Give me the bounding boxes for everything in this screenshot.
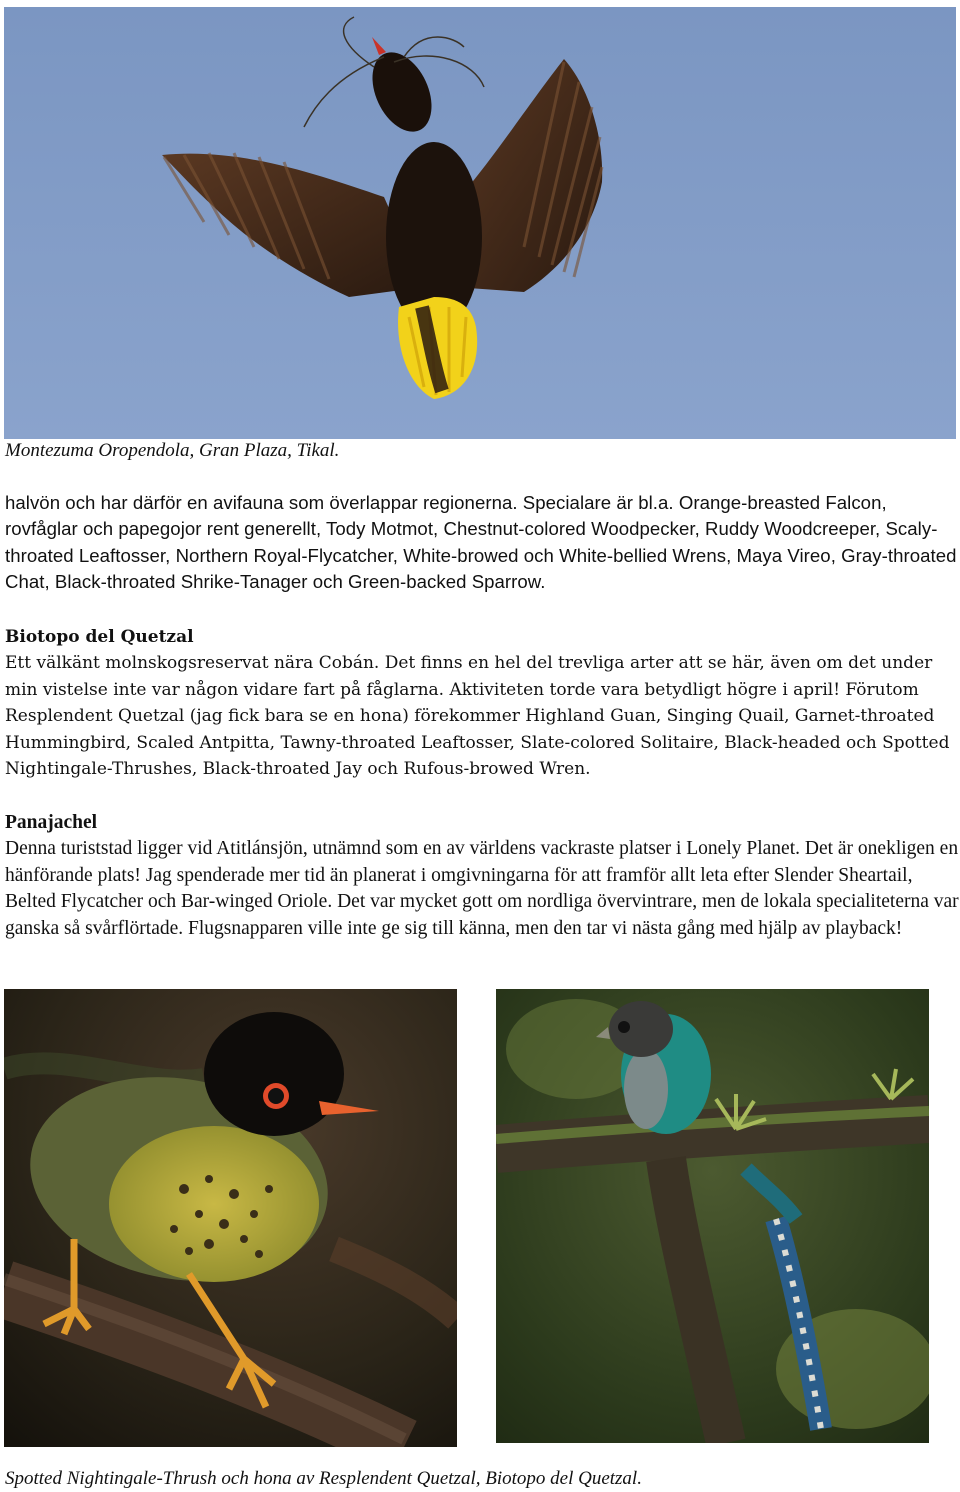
nightingale-thrush-photo <box>4 989 457 1447</box>
section-heading-biotopo: Biotopo del Quetzal <box>5 627 194 647</box>
section-biotopo <box>5 624 960 782</box>
photo-caption-bottom: Spotted Nightingale-Thrush och hona av Resplendent Quetzal, Biotopo del Quetzal. <box>5 1468 642 1489</box>
section-panajachel <box>5 810 960 942</box>
intro-text: halvön och har därför en avifauna som överlappar regionerna. Specialare är bl.a. Orange-breasted Falcon, rovfåglar och papegojor rent generellt, Tody Motmot, Chestnut-colored Woodpecker, Ruddy Woodcreeper, Scaly-throated Leaftosser, Northern Royal-Flycatcher, White-browed och White-bellied Wrens, Maya Vireo, Gray-throated Chat, Black-throated Shrike-Tanager och Green-backed Sparrow. <box>5 492 957 593</box>
intro-paragraph <box>5 490 960 596</box>
quetzal-photo <box>496 989 929 1443</box>
section-heading-panajachel: Panajachel <box>5 812 98 833</box>
section-text-biotopo: Ett välkänt molnskogsreservat nära Cobán. Det finns en hel del trevliga arter att se här, även om det under min vistelse inte var någon vidare fart på fåglarna. Aktiviteten torde vara betydligt högre i april! Förutom Resplendent Quetzal (jag fick bara se en hona) förekommer Highland Guan, Singing Quail, Garnet-throated Hummingbird, Scaled Antpitta, Tawny-throated Leaftosser, Slate-colored Solitaire, Black-headed och Spotted Nightingale-Thrushes, Black-throated Jay och Rufous-browed Wren. <box>5 653 950 780</box>
section-text-panajachel: Denna turiststad ligger vid Atitlánsjön, utnämnd som en av världens vackraste platser i Lonely Planet. Det är onekligen en hänförande plats! Jag spenderade mer tid än planerat i omgivningarna för att framför allt leta efter Slender Sheartail, Belted Flycatcher och Bar-winged Oriole. Det var mycket gott om nordliga övervintrare, men de lokala specialiteterna var ganska så svårflörtade. Flugsnapparen ville inte ge sig till känna, men den tar vi nästa gång med hjälp av playback! <box>5 838 959 939</box>
photo-caption-top: Montezuma Oropendola, Gran Plaza, Tikal. <box>5 440 340 461</box>
oropendola-photo <box>4 7 956 439</box>
